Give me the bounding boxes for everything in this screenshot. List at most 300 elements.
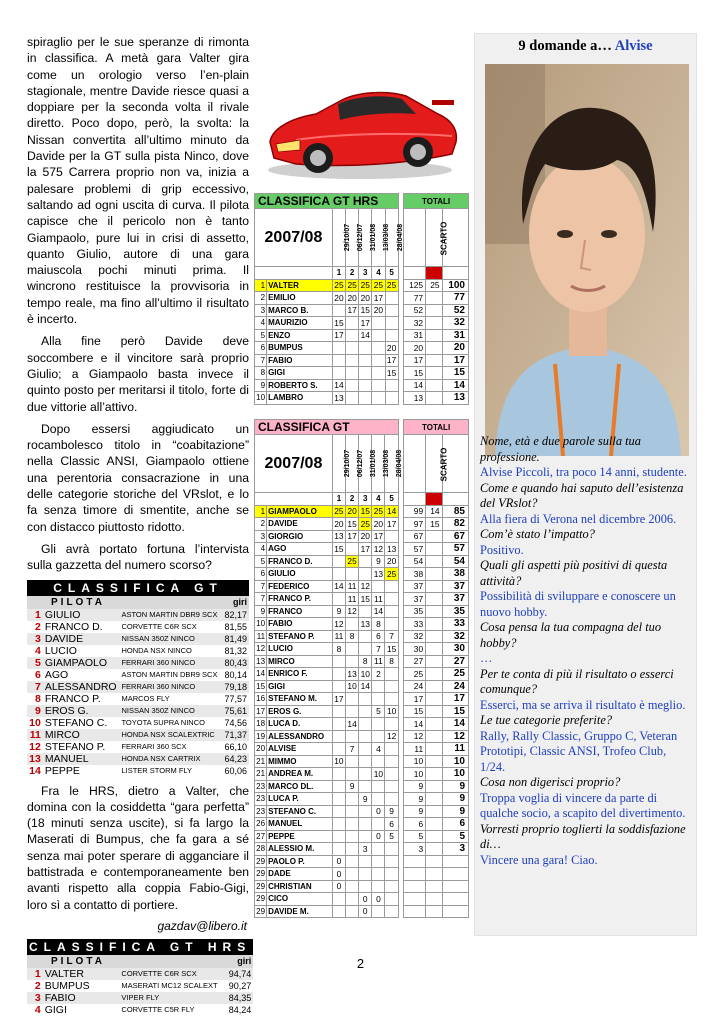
standings-row xyxy=(255,555,469,568)
standings-position: 29 xyxy=(256,881,266,891)
race-points: 10 xyxy=(360,668,370,679)
total-points: 54 xyxy=(442,555,468,568)
standings-position: 28 xyxy=(256,844,266,854)
driver-name: MANUEL xyxy=(267,818,333,831)
race-points xyxy=(372,693,385,706)
total-points: 13 xyxy=(442,392,468,405)
points-sum: 37 xyxy=(404,580,426,593)
standings-position: 21 xyxy=(256,769,266,779)
points-sum: 9 xyxy=(404,805,426,818)
total-points: 10 xyxy=(442,755,468,768)
driver-name: BUMPUS xyxy=(44,979,90,992)
total-points xyxy=(442,855,468,868)
driver-name: FABIO xyxy=(43,992,120,1004)
race-points xyxy=(372,680,385,693)
driver-name: PEPPE xyxy=(267,830,333,843)
race-points xyxy=(346,354,359,367)
total-points: 15 xyxy=(442,705,468,718)
car-model: TOYOTA SUPRA NINCO xyxy=(121,718,205,727)
race-points xyxy=(332,805,345,818)
race-points: 6 xyxy=(385,818,398,831)
race-points xyxy=(385,755,398,768)
article-paragraph: spiraglio per le sue speranze di rimonta in classifica. A metà gara Valter gira come un orologio verso l’en-plain stagionale, mentre Davide riesce quasi a doppiare per la seconda volta il rivale diretto. Poco dopo, però, la svolta: la Nissan convertita all’ultimo minuto da Davide per la GT sulla pista Ninco, dove la 575 Carrera proprio non va, inizia a palesare problemi di grip eccessivo, saltando ad ogni uscita di curva. Il pilota capisce che il pericolo non è tanto Giampaolo, pure lui in crisi di assetto, quanto Giulio, autore di una gara maiuscola pochi minuti prima. Il wincrono restituisce la provvisoria in tempo reale, ma fino all’ultimo il risultato è incerto. xyxy=(27,35,249,327)
race-date: 31/01/08 xyxy=(370,223,378,252)
race-points xyxy=(372,780,385,793)
standings-row xyxy=(255,367,469,380)
driver-name: VALTER xyxy=(267,279,333,292)
race-points xyxy=(385,855,398,868)
race-points: 15 xyxy=(347,518,357,529)
driver-name: STEFANO C. xyxy=(267,805,333,818)
race-index: 4 xyxy=(372,267,385,280)
laps-value: 80,43 xyxy=(219,657,249,669)
red-race-car-image xyxy=(256,70,464,185)
driver-name: FRANCO P. xyxy=(267,593,333,606)
discarded-points: 25 xyxy=(426,279,442,292)
discarded-points xyxy=(426,618,442,631)
standings-row xyxy=(255,893,469,906)
race-points: 25 xyxy=(373,506,384,517)
race-points xyxy=(359,718,372,731)
race-points xyxy=(332,367,345,380)
driver-name: GIGI xyxy=(267,367,333,380)
race-points: 0 xyxy=(372,830,385,843)
interview-answer: Troppa voglia di vincere da parte di qualche socio, a scapito del divertimento. xyxy=(480,790,686,820)
race-points: 14 xyxy=(334,380,344,391)
race-points: 12 xyxy=(360,581,370,592)
points-sum: 27 xyxy=(404,655,426,668)
race-points: 5 xyxy=(372,705,385,718)
rank-position: 4 xyxy=(34,1003,41,1016)
total-points: 5 xyxy=(442,830,468,843)
driver-name: MARCO DL. xyxy=(267,780,333,793)
rank-position: 3 xyxy=(27,992,43,1004)
driver-name: FABIO xyxy=(267,354,333,367)
driver-name: ALESSANDRO xyxy=(267,730,333,743)
race-points: 13 xyxy=(347,668,357,679)
driver-name: GIGI xyxy=(267,680,333,693)
points-sum xyxy=(404,905,426,918)
race-points: 20 xyxy=(373,305,384,316)
race-points: 6 xyxy=(372,630,385,643)
total-points: 52 xyxy=(442,304,468,317)
race-points xyxy=(332,593,345,606)
race-points: 25 xyxy=(347,556,357,567)
standings-position: 23 xyxy=(256,806,266,816)
total-points: 32 xyxy=(442,630,468,643)
discarded-points xyxy=(426,743,442,756)
car-model: NISSAN 350Z NINCO xyxy=(119,633,219,645)
total-points: 17 xyxy=(442,693,468,706)
standings-position: 2 xyxy=(255,292,267,305)
race-points: 10 xyxy=(373,768,384,779)
race-points xyxy=(346,793,359,806)
race-points xyxy=(332,893,345,906)
race-points xyxy=(346,379,359,392)
discarded-points xyxy=(426,818,442,831)
driver-name: GIGI xyxy=(44,1003,67,1016)
interview-question: Quali gli aspetti più positivi di questa attività? xyxy=(480,558,668,588)
driver-name: AGO xyxy=(267,543,333,556)
race-result-row xyxy=(27,980,253,992)
race-points: 11 xyxy=(372,593,385,606)
standings-gt-totals-label: TOTALI xyxy=(404,420,469,435)
race-points: 17 xyxy=(347,305,357,316)
car-model: CORVETTE C6R SCX xyxy=(121,622,197,631)
standings-row xyxy=(255,718,469,731)
race-points xyxy=(346,905,359,918)
driver-name: DAVIDE xyxy=(267,518,333,531)
points-sum: 67 xyxy=(404,530,426,543)
driver-name: STEFANO M. xyxy=(267,693,333,706)
race-index: 4 xyxy=(372,493,385,506)
laps-value: 81,49 xyxy=(219,633,249,645)
standings-row xyxy=(255,543,469,556)
discarded-points xyxy=(426,755,442,768)
standings-position: 3 xyxy=(255,304,267,317)
driver-name: MIMMO xyxy=(267,755,333,768)
race-points: 11 xyxy=(346,593,359,606)
standings-gt-table xyxy=(254,419,469,918)
race-points xyxy=(332,905,345,918)
standings-position: 1 xyxy=(255,505,267,518)
laps-value: 84,24 xyxy=(228,1004,252,1015)
race-points xyxy=(332,304,345,317)
discarded-points xyxy=(426,342,442,355)
standings-hrs-totals-label: TOTALI xyxy=(404,194,469,209)
total-points: 25 xyxy=(442,668,468,681)
standings-position: 26 xyxy=(256,819,266,829)
race-points: 25 xyxy=(334,506,344,517)
rank-position: 11 xyxy=(27,729,43,741)
points-sum: 97 xyxy=(404,518,426,531)
points-sum: 9 xyxy=(404,780,426,793)
driver-name: EROS G. xyxy=(43,705,120,717)
race-result-row xyxy=(27,657,249,669)
race-points xyxy=(359,868,372,881)
standings-row xyxy=(255,568,469,581)
race-points xyxy=(359,342,372,355)
points-sum: 15 xyxy=(404,705,426,718)
race-points xyxy=(385,329,398,342)
discarded-points xyxy=(426,780,442,793)
discarded-points xyxy=(426,392,442,405)
race-points xyxy=(346,830,359,843)
race-points xyxy=(359,379,372,392)
standings-position: 13 xyxy=(256,656,266,666)
discarded-points xyxy=(426,868,442,881)
standings-row xyxy=(255,618,469,631)
standings-row xyxy=(255,855,469,868)
standings-position: 18 xyxy=(256,719,266,729)
standings-position: 17 xyxy=(256,706,266,716)
driver-name: STEFANO P. xyxy=(267,630,333,643)
discarded-points xyxy=(426,593,442,606)
total-points: 38 xyxy=(442,568,468,581)
total-points: 32 xyxy=(442,317,468,330)
race-points xyxy=(346,329,359,342)
discarded-points xyxy=(426,718,442,731)
race-points xyxy=(385,668,398,681)
race-points xyxy=(332,718,345,731)
race-result-row xyxy=(27,669,249,681)
interview-sidebar xyxy=(474,33,697,936)
car-model: HONDA NSX SCALEXTRIC xyxy=(119,729,219,741)
rank-position: 6 xyxy=(34,668,41,681)
points-sum xyxy=(404,893,426,906)
driver-name: DADE xyxy=(267,868,333,881)
laps-value: 60,06 xyxy=(224,765,247,776)
race-points: 15 xyxy=(360,305,370,316)
standings-position: 6 xyxy=(255,342,267,355)
interview-title xyxy=(475,34,696,60)
total-points: 100 xyxy=(442,279,468,292)
race-points: 11 xyxy=(372,655,385,668)
car-model: HONDA NSX CARTRIX xyxy=(119,753,219,765)
race-points: 9 xyxy=(332,605,345,618)
discarded-points xyxy=(426,317,442,330)
race-points xyxy=(346,843,359,856)
driver-name: LUCA P. xyxy=(267,793,333,806)
race-points: 8 xyxy=(359,655,372,668)
discarded-points xyxy=(426,354,442,367)
race-points: 0 xyxy=(332,868,345,881)
race-points xyxy=(346,730,359,743)
race-points xyxy=(372,342,385,355)
standings-row xyxy=(255,818,469,831)
total-points: 17 xyxy=(442,354,468,367)
rank-position: 1 xyxy=(27,609,43,621)
race-date: 31/01/08 xyxy=(370,449,378,478)
race-points xyxy=(346,755,359,768)
race-points xyxy=(385,304,398,317)
race-points xyxy=(359,818,372,831)
discarded-points xyxy=(426,668,442,681)
driver-name: LUCIO xyxy=(44,644,77,657)
interview-question: Nome, età e due parole sulla tua professione. xyxy=(480,434,641,464)
total-points: 35 xyxy=(442,605,468,618)
race-points: 25 xyxy=(360,518,370,529)
driver-name: ALESSIO M. xyxy=(267,843,333,856)
standings-position: 4 xyxy=(255,543,267,556)
race-points: 3 xyxy=(359,843,372,856)
driver-name: FABIO xyxy=(267,618,333,631)
race-points xyxy=(385,868,398,881)
race-points xyxy=(332,768,345,781)
race-points: 15 xyxy=(386,367,397,378)
points-sum: 15 xyxy=(404,367,426,380)
race-points xyxy=(385,593,398,606)
race-points xyxy=(332,743,345,756)
driver-name: ALESSANDRO xyxy=(43,681,120,693)
race-points: 14 xyxy=(347,718,357,729)
race-points: 10 xyxy=(334,756,344,767)
race-result-row xyxy=(27,681,249,693)
points-sum: 32 xyxy=(404,630,426,643)
points-sum: 52 xyxy=(404,304,426,317)
points-sum: 77 xyxy=(404,292,426,305)
race-points: 25 xyxy=(334,280,344,291)
total-points: 9 xyxy=(442,793,468,806)
race-index: 5 xyxy=(385,267,398,280)
race-points xyxy=(346,568,359,581)
race-points xyxy=(385,905,398,918)
rank-position: 12 xyxy=(29,740,41,753)
standings-position: 29 xyxy=(256,906,266,916)
race-points: 20 xyxy=(360,292,370,303)
standings-row xyxy=(255,755,469,768)
race-points xyxy=(372,880,385,893)
race-result-row xyxy=(27,992,253,1004)
discarded-points xyxy=(426,843,442,856)
race-result-row xyxy=(27,645,249,657)
discarded-points xyxy=(426,655,442,668)
standings-row xyxy=(255,530,469,543)
scarto-marker xyxy=(426,493,442,506)
race-points xyxy=(332,830,345,843)
laps-value: 64,23 xyxy=(219,753,249,765)
race-points xyxy=(372,329,385,342)
standings-position: 23 xyxy=(256,794,266,804)
car-model: ASTON MARTIN DBR9 SCX xyxy=(121,670,218,679)
race-points xyxy=(385,843,398,856)
total-points: 9 xyxy=(442,805,468,818)
race-points xyxy=(372,718,385,731)
total-points: 6 xyxy=(442,818,468,831)
standings-position: 27 xyxy=(256,831,266,841)
race-points: 0 xyxy=(359,905,372,918)
race-result-row xyxy=(27,741,249,753)
discarded-points xyxy=(426,730,442,743)
interview-question: Come e quando hai saputo dell’esistenza del VRslot? xyxy=(480,480,684,510)
driver-name: DAVIDE M. xyxy=(267,905,333,918)
standings-row xyxy=(255,304,469,317)
race-points: 0 xyxy=(359,893,372,906)
race-points: 17 xyxy=(347,531,357,542)
race-result-row xyxy=(27,717,249,729)
scarto-marker xyxy=(426,267,442,280)
race-points xyxy=(359,568,372,581)
race-hrs-col-giri: giri xyxy=(220,955,254,968)
race-points xyxy=(346,655,359,668)
points-sum: 31 xyxy=(404,329,426,342)
points-sum: 3 xyxy=(404,843,426,856)
race-points: 17 xyxy=(360,317,370,328)
race-index: 5 xyxy=(385,493,398,506)
alvise-portrait-photo xyxy=(485,64,689,456)
standings-position: 23 xyxy=(256,781,266,791)
standings-row xyxy=(255,392,469,405)
standings-position: 7 xyxy=(255,593,267,606)
total-points: 3 xyxy=(442,843,468,856)
discarded-points xyxy=(426,555,442,568)
discarded-points xyxy=(426,693,442,706)
standings-position: 5 xyxy=(255,555,267,568)
interview-answer: Positivo. xyxy=(480,542,524,557)
discarded-points xyxy=(426,568,442,581)
race-points: 14 xyxy=(373,606,384,617)
standings-position: 14 xyxy=(256,669,266,679)
race-points xyxy=(359,855,372,868)
points-sum: 25 xyxy=(404,668,426,681)
race-index: 1 xyxy=(332,493,345,506)
race-points xyxy=(385,718,398,731)
standings-hrs-season: 2007/08 xyxy=(255,209,333,267)
race-points xyxy=(372,354,385,367)
standings-position: 1 xyxy=(255,279,267,292)
standings-row xyxy=(255,593,469,606)
race-points: 12 xyxy=(386,731,397,742)
standings-position: 9 xyxy=(255,605,267,618)
standings-position: 16 xyxy=(256,694,266,704)
standings-row xyxy=(255,354,469,367)
standings-hrs-title: CLASSIFICA GT HRS xyxy=(255,194,399,209)
discarded-points xyxy=(426,680,442,693)
race-points xyxy=(372,793,385,806)
standings-row xyxy=(255,793,469,806)
interview-question: Vorresti proprio toglierti la soddisfazione di… xyxy=(480,821,686,851)
driver-name: FRANCO P. xyxy=(44,692,101,705)
car-model: CORVETTE C5R FLY xyxy=(121,1005,195,1015)
discarded-points xyxy=(426,605,442,618)
race-points: 25 xyxy=(360,280,370,291)
race-points xyxy=(332,843,345,856)
standings-position: 9 xyxy=(255,379,267,392)
interview-answer: Esserci, ma se arriva il risultato è meglio. xyxy=(480,697,686,712)
standings-position: 11 xyxy=(255,630,267,643)
discarded-points xyxy=(426,768,442,781)
standings-row xyxy=(255,605,469,618)
race-points xyxy=(346,342,359,355)
race-points xyxy=(346,880,359,893)
standings-row xyxy=(255,292,469,305)
race-hrs-col-pilota: PILOTA xyxy=(27,955,220,968)
total-points: 67 xyxy=(442,530,468,543)
total-points: 37 xyxy=(442,593,468,606)
race-points: 17 xyxy=(373,531,384,542)
driver-name: GIAMPAOLO xyxy=(267,505,333,518)
page-number: 2 xyxy=(356,956,365,971)
discarded-points xyxy=(426,830,442,843)
discarded-points: 15 xyxy=(426,518,442,531)
total-points: 31 xyxy=(442,329,468,342)
driver-name: FRANCO xyxy=(267,605,333,618)
rank-position: 7 xyxy=(27,681,43,693)
points-sum: 32 xyxy=(404,317,426,330)
total-points: 27 xyxy=(442,655,468,668)
standings-position: 21 xyxy=(256,756,266,766)
race-points: 20 xyxy=(360,531,370,542)
car-model: MARCOS FLY xyxy=(121,694,170,703)
race-points: 15 xyxy=(386,643,397,654)
driver-name: MANUEL xyxy=(43,753,120,765)
driver-name: ANDREA M. xyxy=(267,768,333,781)
driver-name: ENZO xyxy=(267,329,333,342)
standings-row xyxy=(255,780,469,793)
laps-value: 74,56 xyxy=(224,717,247,728)
points-sum: 5 xyxy=(404,830,426,843)
race-points xyxy=(359,830,372,843)
standings-row xyxy=(255,830,469,843)
race-points xyxy=(385,880,398,893)
total-points: 14 xyxy=(442,379,468,392)
race-result-row xyxy=(27,705,249,717)
race-points xyxy=(346,618,359,631)
race-points: 9 xyxy=(385,805,398,818)
race-points xyxy=(359,367,372,380)
car-model: LISTER STORM FLY xyxy=(121,766,193,775)
race-points: 0 xyxy=(372,893,385,906)
